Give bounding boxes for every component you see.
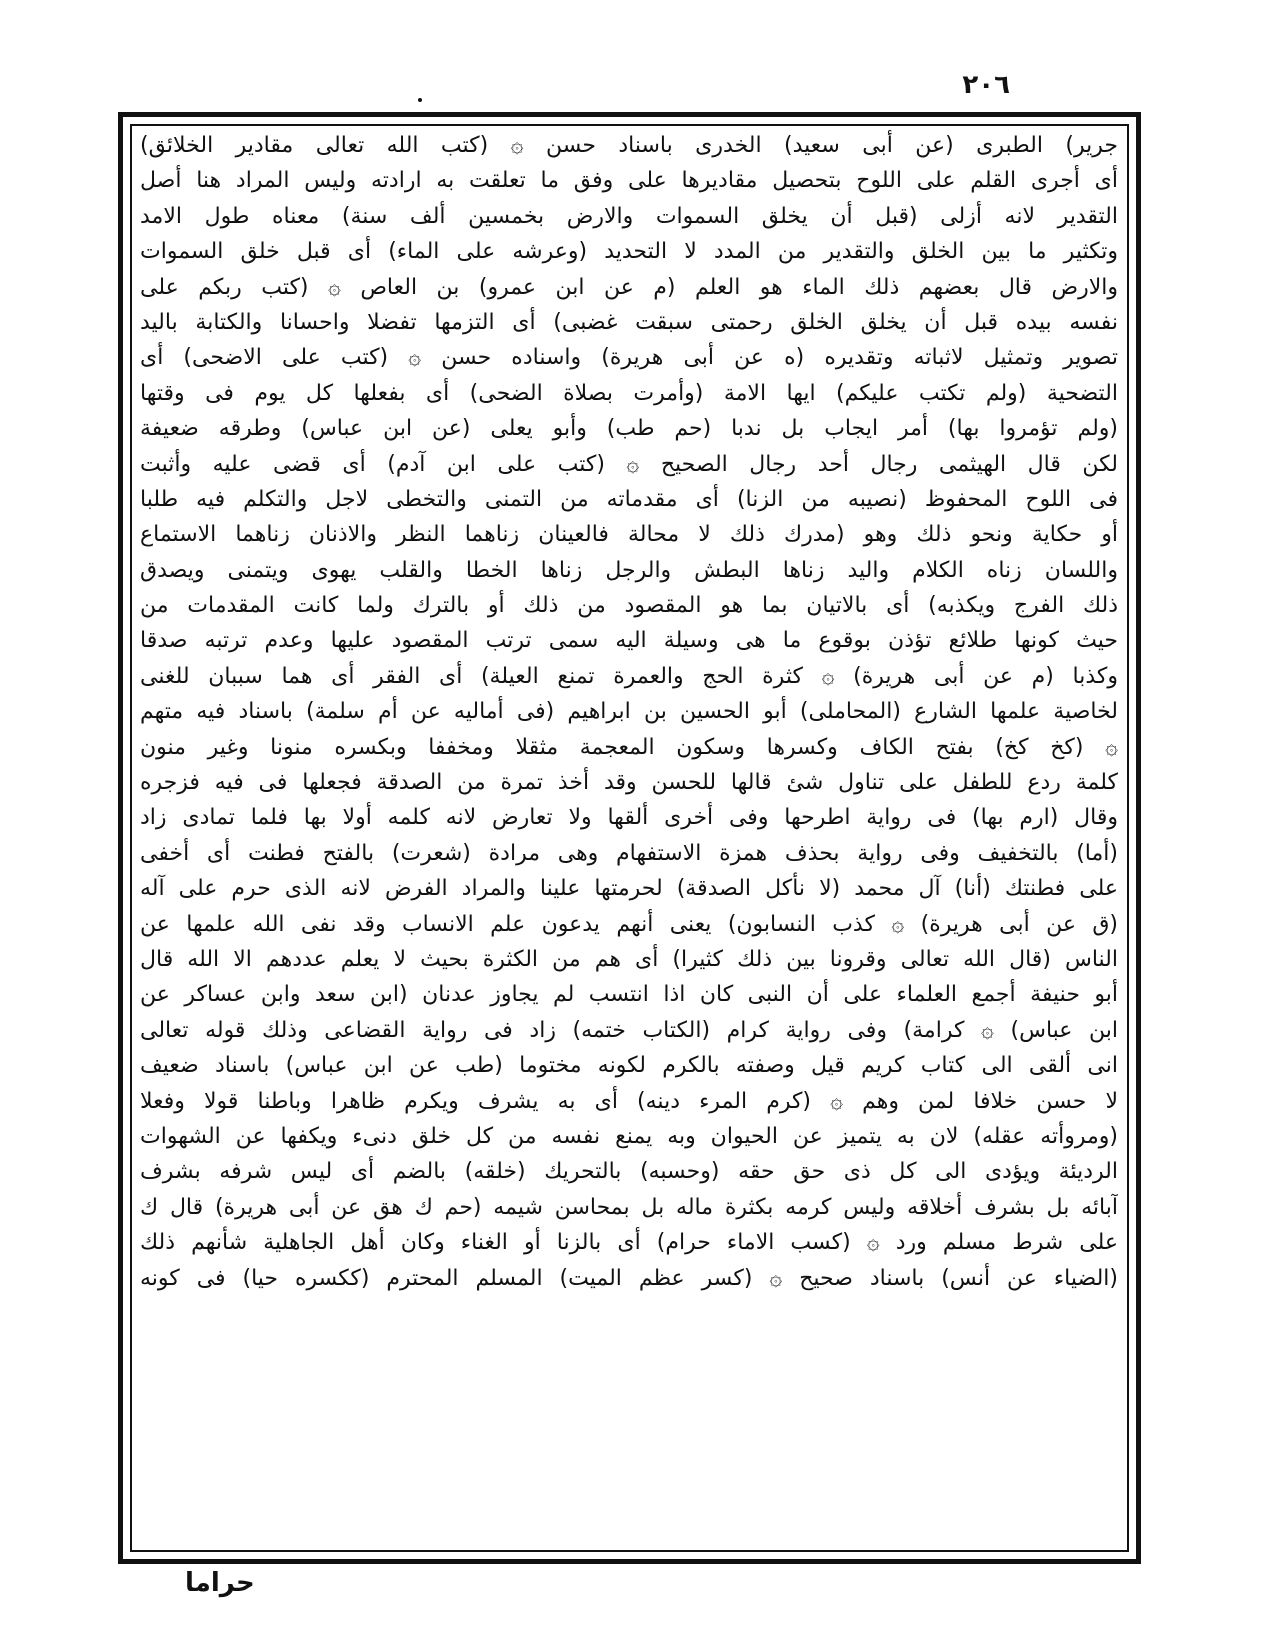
text-line: على فطنتك (أنا) آل محمد (لا نأكل الصدقة) لحرمتها علينا والمراد الفرض لانه الذى حرم على آله <box>140 876 1118 902</box>
text-line: واللسان زناه الكلام واليد زناها البطش والرجل زناها الخطا والقلب يهوى ويتمنى ويصدق <box>140 557 1118 583</box>
text-line: وقال (ارم بها) فى رواية اطرحها وفى أخرى ألقها ولا تعارض لانه كلمه أولا بها فلما تمادى زاد <box>140 805 1118 831</box>
text-line: والارض قال بعضهم ذلك الماء هو العلم (م عن ابن عمرو) بن العاص ۞ (كتب ربكم على <box>140 274 1118 300</box>
text-line: التقدير لانه أزلى (قبل أن يخلق السموات والارض بخمسين ألف سنة) معناه طول الامد <box>140 203 1118 229</box>
text-line: (الضياء عن أنس) باسناد صحيح ۞ (كسر عظم الميت) المسلم المحترم (ككسره حيا) فى كونه <box>140 1265 1118 1291</box>
text-line: وكذبا (م عن أبى هريرة) ۞ كثرة الحج والعمرة تمنع العيلة) أى الفقر أى هما سببان للغنى <box>140 663 1118 689</box>
text-line: وتكثير ما بين الخلق والتقدير من المدد لا التحديد (وعرشه على الماء) أى قبل خلق السموات <box>140 239 1118 265</box>
text-line: أى أجرى القلم على اللوح بتحصيل مقاديرها على وفق ما تعلقت به ارادته وليس المراد هنا أصل <box>140 168 1118 194</box>
text-line: التضحية (ولم تكتب عليكم) ايها الامة (وأمرت بصلاة الضحى) أى بفعلها كل يوم فى وقتها <box>140 380 1118 406</box>
text-line: نفسه بيده قبل أن يخلق الخلق رحمتى سبقت غضبى) أى التزمها تفضلا واحسانا والكتابة باليد <box>140 309 1118 335</box>
text-line: لخاصية علمها الشارع (المحاملى) أبو الحسين بن ابراهيم (فى أماليه عن أم سلمة) باسناد فيه متهم <box>140 699 1118 725</box>
text-line: (أما) بالتخفيف وفى رواية بحذف همزة الاستفهام وهى مرادة (شعرت) بالفتح فطنت أى أخفى <box>140 840 1118 866</box>
text-line: ۞ (كخ كخ) بفتح الكاف وكسرها وسكون المعجمة مثقلا ومخففا وبكسره منونا وغير منون <box>140 734 1118 760</box>
text-line: أو حكاية ونحو ذلك وهو (مدرك ذلك لا محالة فالعينان زناهما النظر والاذنان زناهما الاستماع <box>140 522 1118 548</box>
page-number: ٢٠٦ <box>962 70 1010 100</box>
text-line: ابن عباس) ۞ كرامة) وفى رواية كرام (الكتاب ختمه) زاد فى رواية القضاعى وذلك قوله تعالى <box>140 1017 1118 1043</box>
text-line: (ق عن أبى هريرة) ۞ كذب النسابون) يعنى أنهم يدعون علم الانساب وقد نفى الله علمها عن <box>140 911 1118 937</box>
text-line: انى ألقى الى كتاب كريم قيل وصفته بالكرم لكونه مختوما (طب عن ابن عباس) باسناد ضعيف <box>140 1053 1118 1079</box>
text-line: جرير) الطبرى (عن أبى سعيد) الخدرى باسناد حسن ۞ (كتب الله تعالى مقادير الخلائق) <box>140 133 1118 158</box>
text-line: تصوير وتمثيل لاثباته وتقديره (ه عن أبى هريرة) واسناده حسن ۞ (كتب على الاضحى) أى <box>140 345 1118 371</box>
main-text-block <box>140 128 1118 1548</box>
text-line: ذلك الفرج ويكذبه) أى بالاتيان بما هو المقصود من ذلك أو بالترك ولما كانت المقدمات من <box>140 593 1118 619</box>
text-line: لكن قال الهيثمى رجال أحد رجال الصحيح ۞ (كتب على ابن آدم) أى قضى عليه وأثبت <box>140 451 1118 477</box>
text-line: آبائه بل بشرف أخلاقه وليس كرمه بكثرة ماله بل بمحاسن شيمه (حم ك هق عن أبى هريرة) قال ك <box>140 1194 1118 1220</box>
text-line: فى اللوح المحفوظ (نصيبه من الزنا) أى مقدماته من التمنى والتخطى لاجل والتكلم فيه طلبا <box>140 486 1118 512</box>
text-line: (ولم تؤمروا بها) أمر ايجاب بل ندبا (حم طب) وأبو يعلى (عن ابن عباس) وطرقه ضعيفة <box>140 416 1118 442</box>
text-line: على شرط مسلم ورد ۞ (كسب الاماء حرام) أى بالزنا أو الغناء وكان أهل الجاهلية شأنهم ذلك <box>140 1230 1118 1256</box>
catchword: حراما <box>185 1568 255 1598</box>
text-line: كلمة ردع للطفل على تناول شئ قالها للحسن وقد أخذ تمرة من الصدقة فجعلها فى فيه فزجره <box>140 770 1118 796</box>
text-line: حيث كونها طلائع تؤذن بوقوع ما هى وسيلة اليه سمى ترتب المقصود عليها وعدم ترتبه صدقا <box>140 628 1118 654</box>
text-line: لا حسن خلافا لمن وهم ۞ (كرم المرء دينه) أى به يشرف ويكرم ظاهرا وباطنا قولا وفعلا <box>140 1088 1118 1114</box>
text-line: أبو حنيفة أجمع العلماء على أن النبى كان اذا انتسب لم يجاوز عدنان (ابن سعد وابن عساكر عن <box>140 982 1118 1008</box>
text-line: الناس (قال الله تعالى وقرونا بين ذلك كثيرا) أى هم من الكثرة بحيث لا يعلم عددهم الا الله قال <box>140 946 1118 972</box>
text-line: الرديئة ويؤدى الى كل ذى حق حقه (وحسبه) بالتحريك (خلقه) بالضم أى ليس شرفه بشرف <box>140 1159 1118 1185</box>
text-line: (ومروأته عقله) لان به يتميز عن الحيوان وبه يمنع نفسه من كل خلق دنىء ويكفها عن الشهوات <box>140 1123 1118 1149</box>
decorative-dot <box>418 98 422 102</box>
